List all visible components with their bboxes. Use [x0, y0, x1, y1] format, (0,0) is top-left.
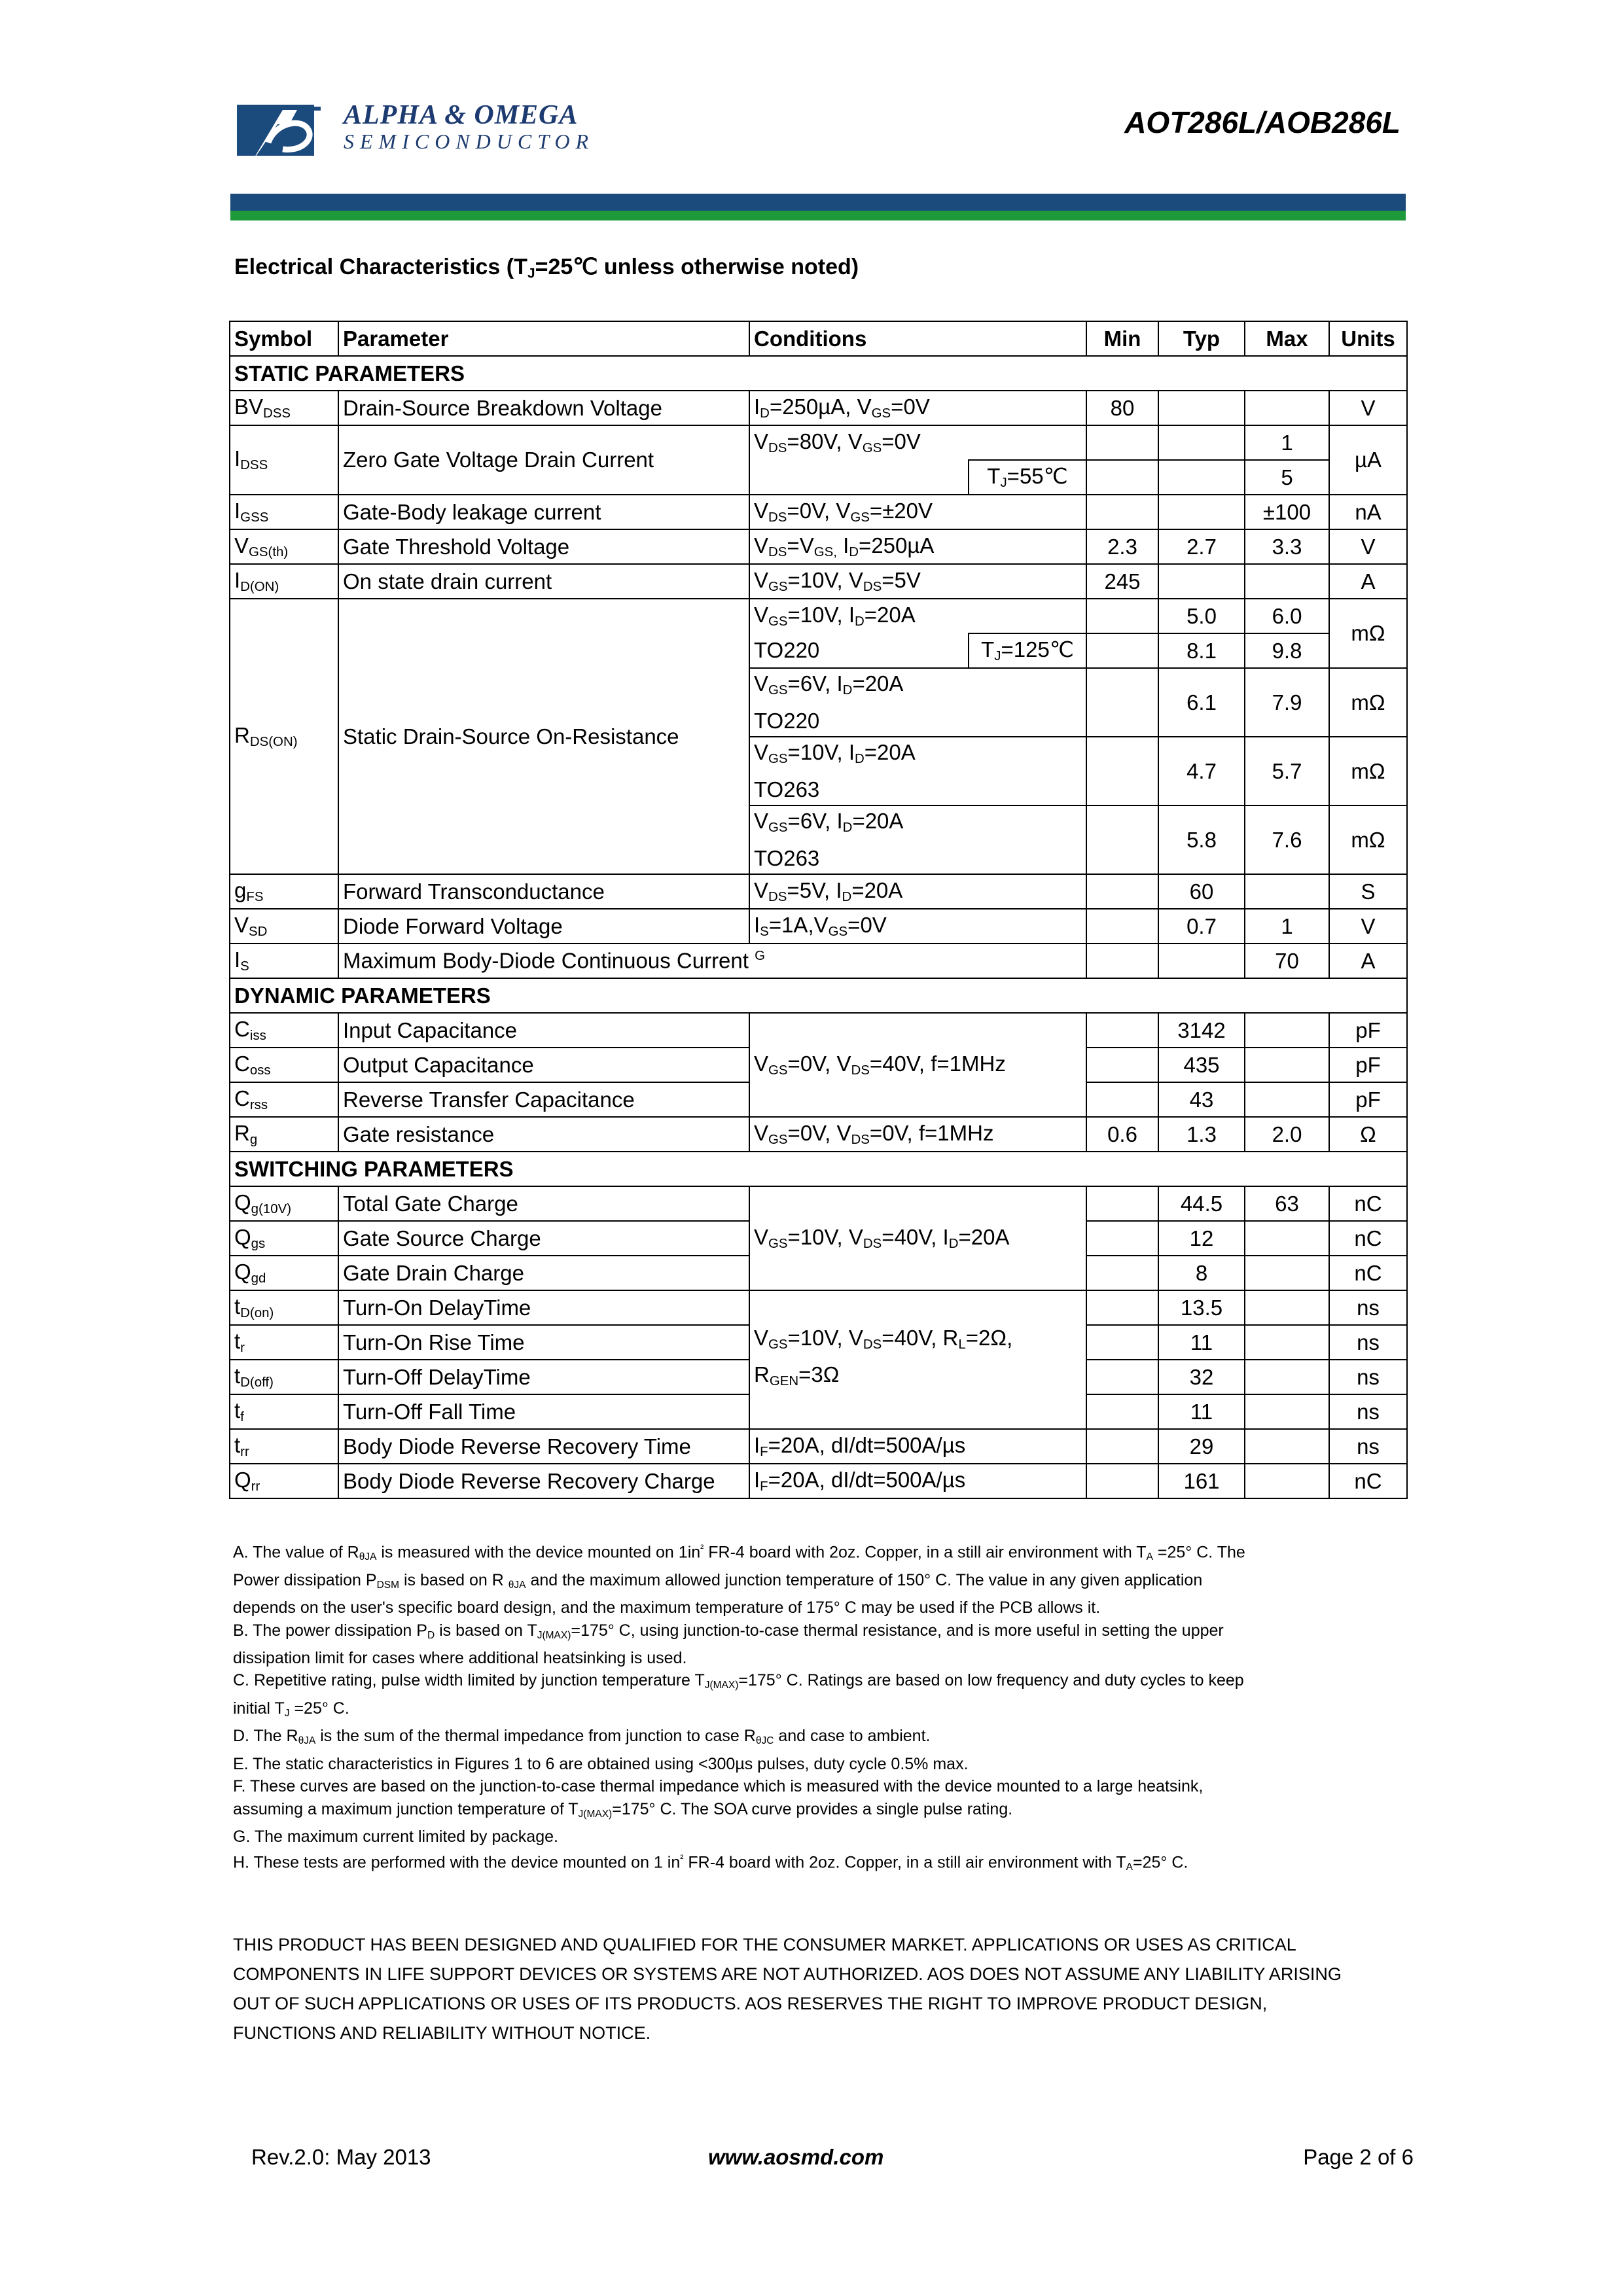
brand-subtitle: SEMICONDUCTOR [344, 130, 595, 153]
parameter-cell: Gate Threshold Voltage [338, 529, 749, 564]
unit-cell: nC [1329, 1186, 1407, 1221]
min-cell [1086, 1325, 1158, 1360]
max-cell [1245, 1290, 1329, 1325]
min-cell [1086, 1221, 1158, 1256]
header-max: Max [1245, 321, 1329, 356]
min-cell [1086, 1290, 1158, 1325]
unit-cell: ns [1329, 1360, 1407, 1394]
header-parameter: Parameter [338, 321, 749, 356]
company-logo [237, 97, 329, 170]
max-cell: 5 [1245, 460, 1329, 495]
typ-cell: 5.0 [1158, 599, 1245, 633]
typ-cell: 44.5 [1158, 1186, 1245, 1221]
unit-cell: ns [1329, 1290, 1407, 1325]
conditions-cell: $V_{GS}=6V$, $I_D=20A$ TO263 [749, 805, 1086, 874]
conditions-cell: $V_{GS}=10V$, $V_{DS}=40V$, $I_D=20A$ [749, 1186, 1086, 1290]
unit-cell: Ω [1329, 1117, 1407, 1152]
max-cell [1245, 1082, 1329, 1117]
note-f-line1: F. These curves are based on the junction-to-case thermal impedance which is measured with the device mounted to a large heatsink, [233, 1777, 1204, 1796]
parameter-cell: Forward Transconductance [338, 874, 749, 909]
typ-cell [1158, 564, 1245, 599]
unit-cell: V [1329, 529, 1407, 564]
symbol-cell: $V_{SD}$ [230, 909, 338, 944]
min-cell [1086, 909, 1158, 944]
unit-cell: mΩ [1329, 737, 1407, 805]
section-row [230, 356, 1407, 391]
parameter-cell: Drain-Source Breakdown Voltage [338, 391, 749, 425]
table-row [230, 944, 1407, 978]
table-row [230, 1429, 1407, 1464]
header-min: Min [1086, 321, 1158, 356]
max-cell [1245, 1013, 1329, 1048]
table-row [230, 495, 1407, 529]
max-cell: 1 [1245, 909, 1329, 944]
symbol-cell: $C_{oss}$ [230, 1048, 338, 1082]
typ-cell: 0.7 [1158, 909, 1245, 944]
note-c-line2: initial $T_J =25^\circ$ C. [233, 1699, 349, 1719]
conditions-cell: $I_D=250\mu A$, $V_{GS}=0V$ [749, 391, 1086, 425]
min-cell: 2.3 [1086, 529, 1158, 564]
typ-cell: 4.7 [1158, 737, 1245, 805]
conditions-cell: $I_F=20A$, dI/dt=500A/µs [749, 1429, 1086, 1464]
min-cell [1086, 1429, 1158, 1464]
parameter-cell: Output Capacitance [338, 1048, 749, 1082]
conditions-cell: $V_{GS}=10V$, $I_D=20A$ TO263 [749, 737, 1086, 805]
unit-cell: mΩ [1329, 668, 1407, 737]
typ-cell: 43 [1158, 1082, 1245, 1117]
section-row [230, 978, 1407, 1013]
note-g: G. The maximum current limited by package. [233, 1827, 558, 1846]
min-cell [1086, 495, 1158, 529]
conditions-cell: $V_{DS}=V_{GS,}$ $I_D=250\mu A$ [749, 529, 1086, 564]
section-switching: SWITCHING PARAMETERS [230, 1152, 1407, 1186]
typ-cell [1158, 944, 1245, 978]
typ-cell: 8 [1158, 1256, 1245, 1290]
parameter-cell: On state drain current [338, 564, 749, 599]
parameter-cell: Body Diode Reverse Recovery Charge [338, 1464, 749, 1498]
parameter-cell: Reverse Transfer Capacitance [338, 1082, 749, 1117]
min-cell [1086, 1186, 1158, 1221]
parameter-cell: Total Gate Charge [338, 1186, 749, 1221]
min-cell [1086, 633, 1158, 668]
conditions-cell: $V_{DS}=5V$, $I_D=20A$ [749, 874, 1086, 909]
part-number: AOT286L/AOB286L [1124, 105, 1400, 139]
max-cell [1245, 1464, 1329, 1498]
typ-cell: 11 [1158, 1394, 1245, 1429]
max-cell: 2.0 [1245, 1117, 1329, 1152]
typ-cell: 6.1 [1158, 668, 1245, 737]
max-cell: 63 [1245, 1186, 1329, 1221]
min-cell [1086, 1013, 1158, 1048]
table-row [230, 391, 1407, 425]
max-cell [1245, 1429, 1329, 1464]
typ-cell: 29 [1158, 1429, 1245, 1464]
unit-cell: S [1329, 874, 1407, 909]
note-d: D. The $R_{\theta JA}$ is the sum of the thermal impedance from junction to case $R_{\theta JC}$ and case to ambient. [233, 1727, 931, 1747]
header-band-blue [230, 194, 1406, 211]
typ-cell: 435 [1158, 1048, 1245, 1082]
min-cell: 0.6 [1086, 1117, 1158, 1152]
unit-cell: ns [1329, 1325, 1407, 1360]
typ-cell: 12 [1158, 1221, 1245, 1256]
min-cell: 80 [1086, 391, 1158, 425]
conditions-cell-temp: $T_J=55℃$ [969, 460, 1086, 495]
symbol-cell: $t_{D(on)}$ [230, 1290, 338, 1325]
max-cell: 9.8 [1245, 633, 1329, 668]
table-row [230, 1290, 1407, 1325]
typ-cell: 2.7 [1158, 529, 1245, 564]
symbol-cell: $I_{DSS}$ [230, 425, 338, 495]
note-c-line1: C. Repetitive rating, pulse width limited by junction temperature $T_{J(MAX)}=175^\circ$ C. Ratings are based on low frequency and duty cycles to keep [233, 1671, 1244, 1691]
max-cell [1245, 874, 1329, 909]
conditions-cell: $V_{GS}=10V$, $V_{DS}=40V$, $R_L=2\Omega$, $R_{GEN}=3\Omega$ [749, 1290, 1086, 1429]
min-cell [1086, 668, 1158, 737]
table-row [230, 529, 1407, 564]
unit-cell: nC [1329, 1464, 1407, 1498]
note-h: H. These tests are performed with the device mounted on 1 $in^{^2}$ FR-4 board with 2oz. Copper, in a still air environment with $T_A=25^\circ$ C. [233, 1853, 1188, 1873]
typ-cell: 8.1 [1158, 633, 1245, 668]
typ-cell: 5.8 [1158, 805, 1245, 874]
footer-revision: Rev.2.0: May 2013 [251, 2145, 431, 2169]
conditions-cell: $V_{GS}=0V$, $V_{DS}=40V$, f=1MHz [749, 1013, 1086, 1117]
parameter-cell: Turn-Off DelayTime [338, 1360, 749, 1394]
parameter-cell: Gate Source Charge [338, 1221, 749, 1256]
min-cell [1086, 874, 1158, 909]
symbol-cell: $R_g$ [230, 1117, 338, 1152]
parameter-cell: Gate-Body leakage current [338, 495, 749, 529]
table-row [230, 874, 1407, 909]
parameter-cell: Diode Forward Voltage [338, 909, 749, 944]
symbol-cell: $t_r$ [230, 1325, 338, 1360]
min-cell [1086, 1256, 1158, 1290]
max-cell [1245, 1360, 1329, 1394]
max-cell: 70 [1245, 944, 1329, 978]
parameter-cell: Gate Drain Charge [338, 1256, 749, 1290]
symbol-cell: $I_S$ [230, 944, 338, 978]
header-units: Units [1329, 321, 1407, 356]
max-cell: 6.0 [1245, 599, 1329, 633]
footer-page-number: Page 2 of 6 [1303, 2145, 1414, 2169]
conditions-cell: $V_{GS}=0V$, $V_{DS}=0V$, f=1MHz [749, 1117, 1086, 1152]
symbol-cell: $C_{iss}$ [230, 1013, 338, 1048]
conditions-cell: $V_{GS}=10V$, $I_D=20A$ [749, 599, 1086, 633]
min-cell [1086, 1464, 1158, 1498]
symbol-cell: $Q_{gd}$ [230, 1256, 338, 1290]
table-row [230, 599, 1407, 633]
header-symbol: Symbol [230, 321, 338, 356]
section-title: Electrical Characteristics ($T_J=25℃$ unless otherwise noted) [234, 255, 859, 281]
min-cell [1086, 944, 1158, 978]
conditions-cell: $V_{DS}=0V$, $V_{GS}=\pm 20V$ [749, 495, 1086, 529]
min-cell [1086, 1394, 1158, 1429]
note-a-line2: Power dissipation $P_{DSM}$ is based on R $_{\theta JA}$ and the maximum allowed junction temperature of 150° C. The value in any given application [233, 1570, 1203, 1591]
unit-cell: ns [1329, 1429, 1407, 1464]
unit-cell: pF [1329, 1013, 1407, 1048]
section-row [230, 1152, 1407, 1186]
section-static: STATIC PARAMETERS [230, 356, 1407, 391]
table-row [230, 1013, 1407, 1048]
typ-cell: 32 [1158, 1360, 1245, 1394]
parameter-cell: Maximum Body-Diode Continuous Current $^G$ [338, 944, 1086, 978]
max-cell [1245, 1256, 1329, 1290]
parameter-cell: Turn-On Rise Time [338, 1325, 749, 1360]
header-typ: Typ [1158, 321, 1245, 356]
max-cell: 5.7 [1245, 737, 1329, 805]
min-cell [1086, 599, 1158, 633]
symbol-cell: $t_f$ [230, 1394, 338, 1429]
min-cell [1086, 1082, 1158, 1117]
max-cell [1245, 1221, 1329, 1256]
min-cell [1086, 737, 1158, 805]
disclaimer-line: COMPONENTS IN LIFE SUPPORT DEVICES OR SYSTEMS ARE NOT AUTHORIZED. AOS DOES NOT ASSUME ANY LIABILITY ARISING [233, 1964, 1342, 1984]
unit-cell: nC [1329, 1221, 1407, 1256]
symbol-cell: $Q_{rr}$ [230, 1464, 338, 1498]
parameter-cell: Zero Gate Voltage Drain Current [338, 425, 749, 495]
typ-cell: 1.3 [1158, 1117, 1245, 1152]
unit-cell: A [1329, 944, 1407, 978]
symbol-cell: $V_{GS(th)}$ [230, 529, 338, 564]
typ-cell [1158, 391, 1245, 425]
parameter-cell: Turn-On DelayTime [338, 1290, 749, 1325]
disclaimer-line: OUT OF SUCH APPLICATIONS OR USES OF ITS PRODUCTS. AOS RESERVES THE RIGHT TO IMPROVE PRODUCT DESIGN, [233, 1994, 1268, 2013]
conditions-cell: $V_{DS}=80V$, $V_{GS}=0V$ [749, 425, 1086, 460]
min-cell: 245 [1086, 564, 1158, 599]
conditions-cell: $V_{GS}=6V$, $I_D=20A$ TO220 [749, 668, 1086, 737]
min-cell [1086, 460, 1158, 495]
disclaimer-line: FUNCTIONS AND RELIABILITY WITHOUT NOTICE. [233, 2023, 651, 2043]
typ-cell [1158, 425, 1245, 460]
note-a-line3: depends on the user's specific board design, and the maximum temperature of 175° C may be used if the PCB allows it. [233, 1598, 1101, 1617]
table-row [230, 909, 1407, 944]
max-cell [1245, 391, 1329, 425]
symbol-cell: $I_{GSS}$ [230, 495, 338, 529]
table-row [230, 1464, 1407, 1498]
conditions-cell-temp: $T_J=125℃$ [969, 633, 1086, 668]
header-conditions: Conditions [749, 321, 1086, 356]
note-e: E. The static characteristics in Figures 1 to 6 are obtained using <300µs pulses, duty cycle 0.5% max. [233, 1754, 969, 1773]
typ-cell: 60 [1158, 874, 1245, 909]
note-b-line2: dissipation limit for cases where additional heatsinking is used. [233, 1648, 687, 1667]
electrical-characteristics-table [229, 321, 1408, 1499]
typ-cell [1158, 495, 1245, 529]
max-cell: 1 [1245, 425, 1329, 460]
footer-website-link[interactable]: www.aosmd.com [708, 2145, 884, 2169]
unit-cell: mΩ [1329, 599, 1407, 668]
brand-name: ALPHA & OMEGA [344, 100, 579, 130]
typ-cell: 13.5 [1158, 1290, 1245, 1325]
conditions-cell: $I_S=1A,V_{GS}=0V$ [749, 909, 1086, 944]
unit-cell: mΩ [1329, 805, 1407, 874]
symbol-cell: $t_{rr}$ [230, 1429, 338, 1464]
parameter-cell: Body Diode Reverse Recovery Time [338, 1429, 749, 1464]
unit-cell: nA [1329, 495, 1407, 529]
disclaimer [233, 1930, 1411, 2048]
note-f-line2: assuming a maximum junction temperature of $T_{J(MAX)}=175^\circ$ C. The SOA curve provides a single pulse rating. [233, 1799, 1013, 1820]
min-cell [1086, 1360, 1158, 1394]
unit-cell: µA [1329, 425, 1407, 495]
note-b-line1: B. The power dissipation $P_D$ is based on $T_{J(MAX)}=175^\circ$ C, using junction-to-case thermal resistance, and is more useful in setting the upper [233, 1621, 1224, 1641]
typ-cell [1158, 460, 1245, 495]
typ-cell: 3142 [1158, 1013, 1245, 1048]
conditions-cell: $V_{GS}=10V$, $V_{DS}=5V$ [749, 564, 1086, 599]
min-cell [1086, 425, 1158, 460]
parameter-cell: Static Drain-Source On-Resistance [338, 599, 749, 874]
max-cell [1245, 1048, 1329, 1082]
max-cell [1245, 564, 1329, 599]
unit-cell: A [1329, 564, 1407, 599]
header-band-green [230, 211, 1406, 221]
symbol-cell: $t_{D(off)}$ [230, 1360, 338, 1394]
typ-cell: 161 [1158, 1464, 1245, 1498]
min-cell [1086, 805, 1158, 874]
table-row [230, 564, 1407, 599]
conditions-cell: $I_F=20A$, dI/dt=500A/µs [749, 1464, 1086, 1498]
max-cell: 3.3 [1245, 529, 1329, 564]
footnotes [233, 1538, 1404, 1879]
symbol-cell: $Q_{gs}$ [230, 1221, 338, 1256]
conditions-package: TO220 [749, 633, 969, 668]
note-a-line1: A. The value of $R_{\theta JA}$ is measured with the device mounted on $1in^{^2}$ FR-4 board with 2oz. Copper, in a still air environment with $T_A =25^\circ$ C. The [233, 1543, 1245, 1563]
table-row [230, 1117, 1407, 1152]
unit-cell: nC [1329, 1256, 1407, 1290]
max-cell [1245, 1394, 1329, 1429]
symbol-cell: $I_{D(ON)}$ [230, 564, 338, 599]
max-cell: 7.6 [1245, 805, 1329, 874]
min-cell [1086, 1048, 1158, 1082]
conditions-cell [749, 460, 969, 495]
max-cell: 7.9 [1245, 668, 1329, 737]
symbol-cell: $BV_{DSS}$ [230, 391, 338, 425]
unit-cell: V [1329, 909, 1407, 944]
unit-cell: pF [1329, 1082, 1407, 1117]
table-row [230, 425, 1407, 460]
symbol-cell: $R_{DS(ON)}$ [230, 599, 338, 874]
unit-cell: pF [1329, 1048, 1407, 1082]
parameter-cell: Input Capacitance [338, 1013, 749, 1048]
disclaimer-line: THIS PRODUCT HAS BEEN DESIGNED AND QUALIFIED FOR THE CONSUMER MARKET. APPLICATIONS OR USES AS CRITICAL [233, 1935, 1296, 1954]
table-header-row [230, 321, 1407, 356]
table-row [230, 1186, 1407, 1221]
symbol-cell: $Q_{g(10V)}$ [230, 1186, 338, 1221]
parameter-cell: Gate resistance [338, 1117, 749, 1152]
typ-cell: 11 [1158, 1325, 1245, 1360]
unit-cell: ns [1329, 1394, 1407, 1429]
symbol-cell: $g_{FS}$ [230, 874, 338, 909]
section-dynamic: DYNAMIC PARAMETERS [230, 978, 1407, 1013]
max-cell [1245, 1325, 1329, 1360]
parameter-cell: Turn-Off Fall Time [338, 1394, 749, 1429]
symbol-cell: $C_{rss}$ [230, 1082, 338, 1117]
unit-cell: V [1329, 391, 1407, 425]
max-cell: ±100 [1245, 495, 1329, 529]
